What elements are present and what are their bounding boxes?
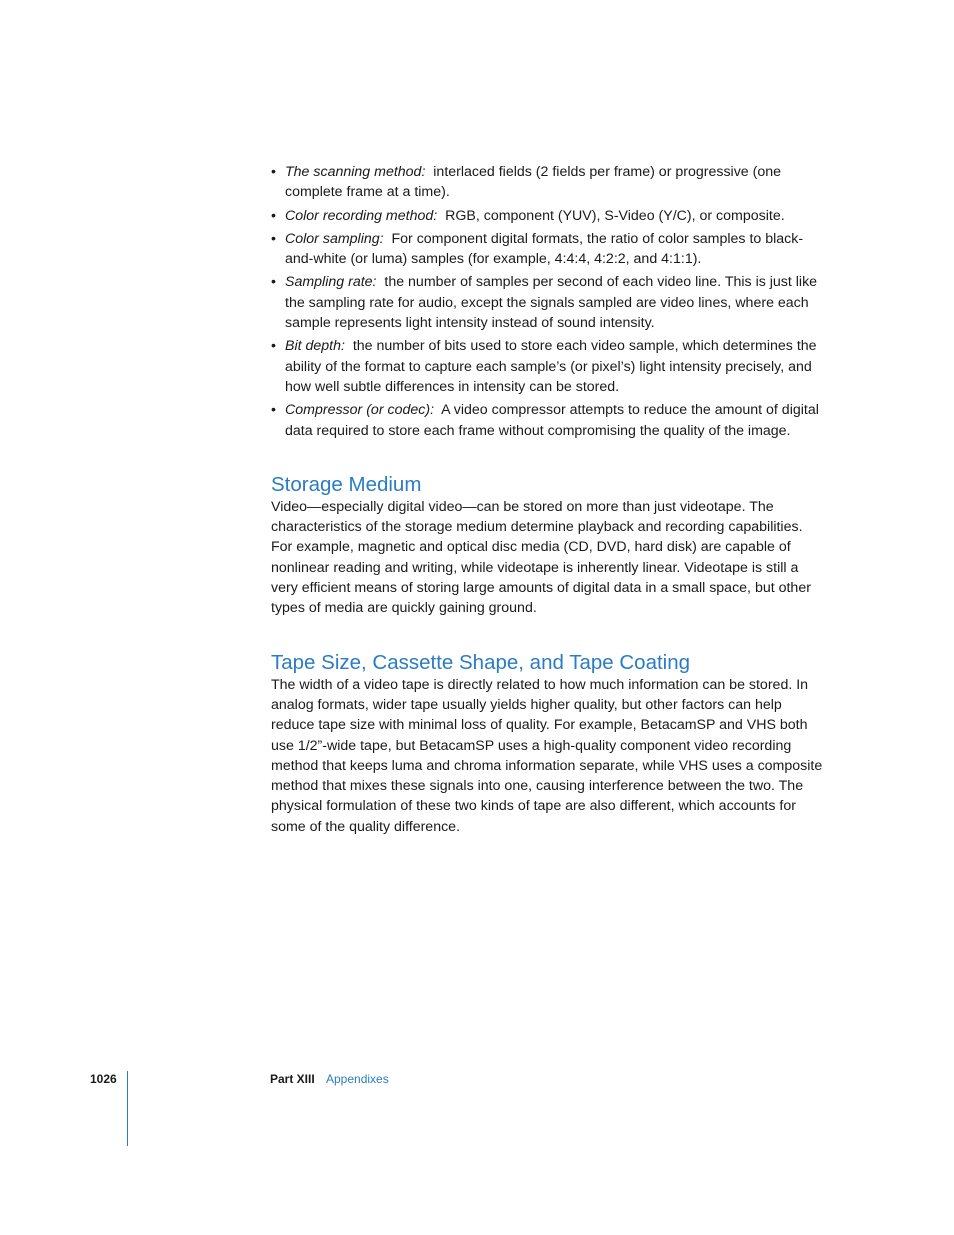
tape-size-paragraph: The width of a video tape is directly related to how much information can be stored. In analog formats, wider tape usually yields higher quality, but other factors can help reduce tape size with minimal loss of quality. For example, BetacamSP and VHS both use 1/2”-wide tape, but BetacamSP uses a high-quality component video recording method that keeps luma and chroma information separate, while VHS uses a composite method that mixes these signals into one, causing interference between the two. The physical formulation of these two kinds of tape are also different, which accounts for some of the quality difference. bbox=[271, 676, 823, 835]
bullet-text: the number of samples per second of each video line. This is just like the sampling rate for audio, except the signals sampled are video lines, where each sample represents light intensity instead of sound intensity. bbox=[285, 274, 818, 332]
bullet-term: Compressor (or codec): bbox=[285, 402, 435, 419]
list-item bbox=[271, 206, 827, 226]
footer-part-label: Part XIII bbox=[270, 1072, 315, 1086]
footer-section-link[interactable]: Appendixes bbox=[326, 1072, 389, 1086]
page-number: 1026 bbox=[90, 1072, 117, 1086]
bullet-text: RGB, component (YUV), S-Video (Y/C), or composite. bbox=[445, 207, 785, 224]
storage-medium-paragraph: Video—especially digital video—can be stored on more than just videotape. The characteristics of the storage medium determine playback and recording capabilities. For example, magnetic and optical disc media (CD, DVD, hard disk) are capable of nonlinear reading and writing, while videotape is inherently linear. Videotape is still a very efficient means of storing large amounts of digital data in a small space, but other types of media are quickly gaining ground. bbox=[271, 498, 811, 617]
bullet-text: A video compressor attempts to reduce the amount of digital data required to store each frame without compromising the quality of the image. bbox=[285, 402, 819, 439]
format-properties-list bbox=[271, 162, 827, 441]
list-item bbox=[271, 400, 827, 441]
bullet-term: Sampling rate: bbox=[285, 274, 377, 291]
list-item bbox=[271, 162, 827, 203]
bullet-icon: • bbox=[271, 207, 276, 224]
bullet-term: Color recording method: bbox=[285, 207, 438, 224]
bullet-icon: • bbox=[271, 274, 276, 291]
storage-medium-heading: Storage Medium bbox=[271, 472, 422, 496]
list-item bbox=[271, 229, 827, 270]
bullet-text: the number of bits used to store each video sample, which determines the ability of the format to capture each sample’s (or pixel’s) light intensity precisely, and how well subtle differences in intensity can be stored. bbox=[285, 338, 817, 395]
bullet-icon: • bbox=[271, 338, 276, 355]
bullet-term: Bit depth: bbox=[285, 338, 345, 355]
bullet-icon: • bbox=[271, 164, 276, 180]
bullet-term: The scanning method: bbox=[285, 164, 426, 180]
list-item bbox=[271, 336, 827, 397]
footer-divider bbox=[127, 1071, 128, 1146]
bullet-icon: • bbox=[271, 402, 276, 419]
bullet-text: For component digital formats, the ratio of color samples to black-and-white (or luma) samples (for example, 4:4:4, 4:2:2, and 4:1:1). bbox=[285, 230, 804, 268]
list-item bbox=[271, 272, 827, 333]
bullet-term: Color sampling: bbox=[285, 230, 384, 247]
bullet-icon: • bbox=[271, 230, 276, 247]
tape-size-heading: Tape Size, Cassette Shape, and Tape Coating bbox=[271, 650, 691, 674]
bullet-text: interlaced fields (2 fields per frame) or progressive (one complete frame at a time). bbox=[285, 164, 782, 201]
page-content bbox=[271, 162, 827, 837]
